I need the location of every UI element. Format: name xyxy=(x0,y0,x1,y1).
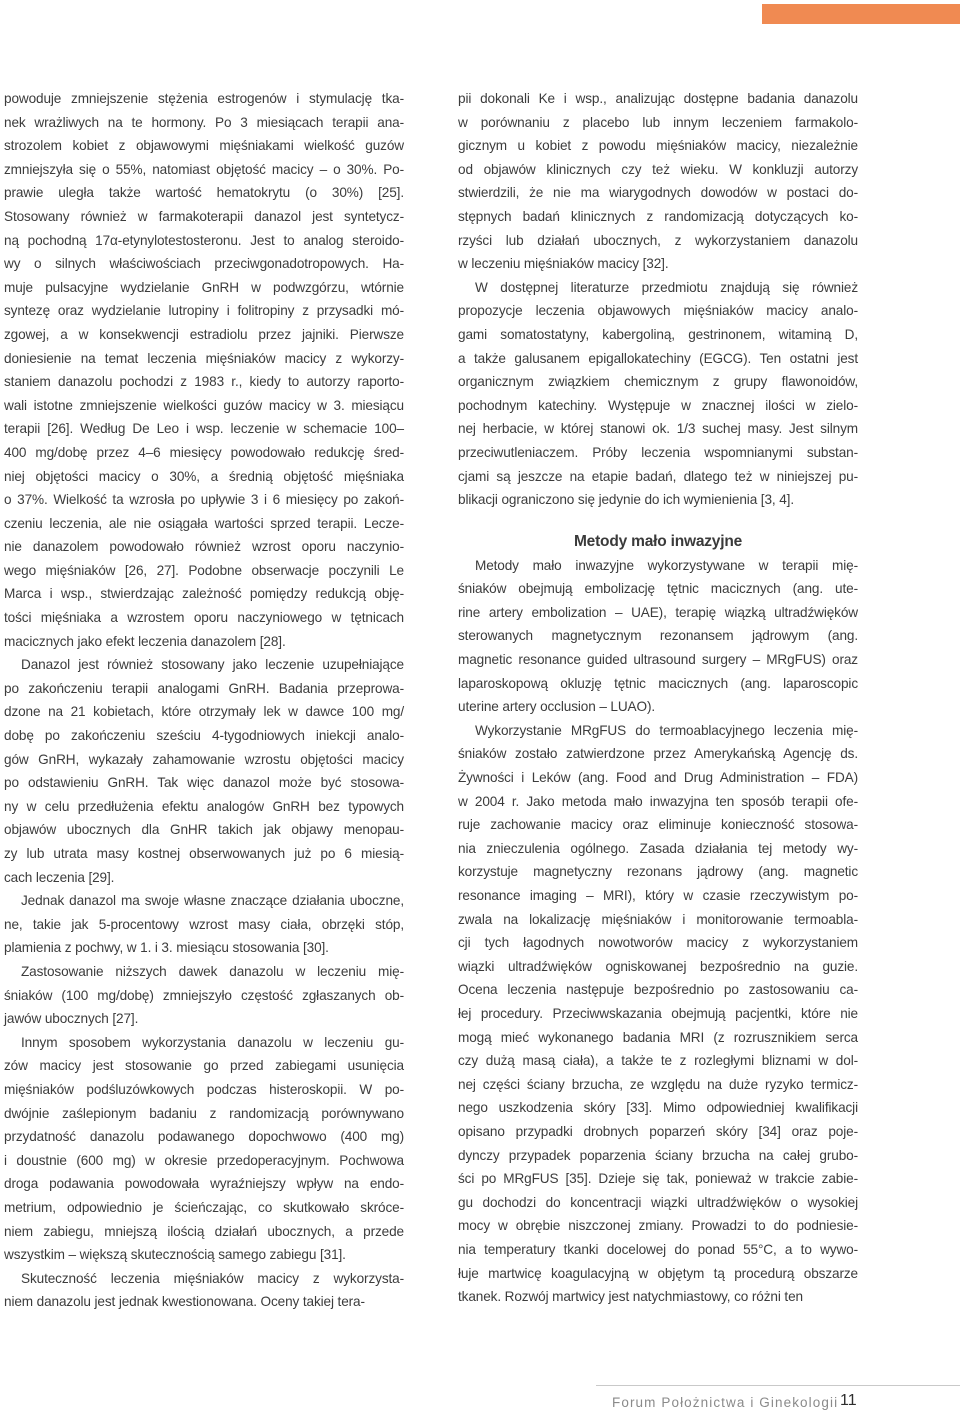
text-line: Danazol jest również stosowany jako leczenie uzupełniające xyxy=(21,657,404,673)
text-line: dobę po zakończeniu sześciu 4-tygodniowych iniekcji analo- xyxy=(4,728,404,744)
text-line: zów macicy jest stosowanie go przed zabiegami usunięcia xyxy=(4,1058,404,1074)
text-line: niej objętości macicy o 30%, a średnią objętość mięśniaka xyxy=(4,468,404,484)
text-line: resonance imaging – MRI), który w czasie rzeczywistym po- xyxy=(458,888,858,903)
paragraph xyxy=(458,554,858,719)
right-text-column xyxy=(458,87,858,1309)
text-line: rine artery embolization – UAE), terapię wiązką ultradźwięków xyxy=(458,604,858,620)
text-line: Stosowany również w farmakoterapii danazol jest syntetycz- xyxy=(4,208,404,224)
text-line: pochodnym katechiny. Występuje w znacznej ilości w zielo- xyxy=(458,397,858,413)
text-line: Ocena leczenia następuje bezpośrednio po zastosowaniu ca- xyxy=(458,982,858,998)
text-line: dwójnie zaślepionym badaniu z randomizacją porównywano xyxy=(4,1105,404,1121)
text-line: organicznym związkiem chemicznym z grupy flawonoidów, xyxy=(458,374,858,390)
paragraph xyxy=(4,889,404,960)
paragraph xyxy=(4,960,404,1031)
text-line: objawów ubocznych dla GnHR takich jak objawy menopau- xyxy=(4,822,404,838)
footer-journal-title: Forum Położnictwa i Ginekologii xyxy=(612,1395,839,1410)
text-line: czy dużą masą ciała), a także te z rozległymi bliznami w dol- xyxy=(458,1053,858,1069)
text-line: powoduje zmniejszenie stężenia estrogenów i stymulację tka- xyxy=(4,91,404,106)
text-line: cji tych łagodnych nowotworów macicy z wykorzystaniem xyxy=(458,935,858,951)
text-line: zwala na lokalizację mięśniaków i monitorowanie termoabla- xyxy=(458,911,858,927)
footer-divider xyxy=(596,1385,960,1386)
text-line: doniesienie na temat leczenia mięśniaków macicy z wykorzy- xyxy=(4,350,404,366)
corner-color-tab xyxy=(762,4,960,24)
text-line: 400 mg/dobę przez 4–6 miesięcy powodowało redukcję śred- xyxy=(4,444,404,460)
text-line: nek wrażliwych na te hormony. Po 3 miesiącach terapii ana- xyxy=(4,114,404,130)
text-line: stępnych badań klinicznych z randomizacją dotyczących ko- xyxy=(458,208,858,224)
text-line: niem zabiegu, mniejszą ilością działań ubocznych, a przede xyxy=(4,1223,404,1239)
section-heading: Metody mało inwazyjne xyxy=(573,532,743,550)
page-number: 11 xyxy=(840,1392,857,1409)
paragraph xyxy=(4,1267,404,1314)
text-line: Wykorzystanie MRgFUS do termoablacyjnego leczenia mię- xyxy=(475,722,858,738)
text-line: plamienia z pochwy, w 1. i 3. miesiącu stosowania [30]. xyxy=(4,940,329,956)
text-line: śniaków obejmują embolizację tętnic macicznych (ang. ute- xyxy=(458,581,858,597)
text-line: nia znieczulenia ogólnego. Zasada działania tej metody wy- xyxy=(458,840,858,856)
paragraph xyxy=(4,653,404,889)
text-line: o 37%. Wielkość ta wzrosła po upływie 3 i 6 miesięcy po zakoń- xyxy=(4,492,404,508)
text-line: po odstawieniu GnRH. Tak więc danazol może być stosowa- xyxy=(4,775,404,791)
text-line: pii dokonali Ke i wsp., analizując dostępne badania danazolu xyxy=(458,91,858,106)
text-line: uterine artery occlusion – LUAO). xyxy=(458,699,656,715)
text-line: dynczy przypadek poparzenia ściany brzucha na całej grubo- xyxy=(458,1147,858,1163)
text-line: cjami są jeszcze na etapie badań, dlatego też w niniejszej pu- xyxy=(458,468,858,484)
text-line: muje pulsacyjne wydzielanie GnRH w podwzgórzu, wtórnie xyxy=(4,279,404,295)
text-line: wszystkim – większą skutecznością samego zabiegu [31]. xyxy=(4,1247,346,1263)
text-line: opisano przypadki drobnych poparzeń skóry [34] oraz poje- xyxy=(458,1123,858,1139)
text-line: ny w celu przedłużenia efektu analogów GnRH bez typowych xyxy=(4,798,404,814)
text-line: prawie uległa także wartość hematokrytu (o 30%) [25]. xyxy=(4,185,404,201)
text-line: jawów ubocznych [27]. xyxy=(4,1011,139,1027)
text-line: wiązki ultradźwięków ogniskowanej bezpośrednio na guzie. xyxy=(458,958,858,974)
text-line: w leczeniu mięśniaków macicy [32]. xyxy=(458,256,669,272)
text-line: zgowej, a w konsekwencji estradiolu przez jajniki. Pierwsze xyxy=(4,326,404,342)
text-line: metrium, odpowiednio je ścieńczając, co skutkowało skróce- xyxy=(4,1199,404,1215)
paragraph xyxy=(458,276,858,512)
text-line: magnetic resonance guided ultrasound surgery – MRgFUS) oraz xyxy=(458,652,858,668)
text-line: a także galusanem epigallokatechiny (EGCG). Ten ostatni jest xyxy=(458,350,858,366)
text-line: staniem danazolu pochodzi z 1983 r., kiedy to autorzy raporto- xyxy=(4,374,404,390)
text-line: nia temperatury tkanki docelowej do ponad 55°C, a to wywo- xyxy=(458,1241,858,1257)
text-line: zmniejszyła się o 55%, natomiast objętość macicy – o 30%. Po- xyxy=(4,161,404,177)
paragraph xyxy=(458,87,858,276)
text-line: łej procedury. Przeciwwskazania obejmują pacjentki, które nie xyxy=(458,1005,858,1021)
text-line: macicznych jako efekt leczenia danazolem [28]. xyxy=(4,633,286,649)
text-line: nej herbacie, w której stanowi ok. 1/3 suchej masy. Jest silnym xyxy=(458,421,858,437)
text-line: dzone na 21 kobietach, które otrzymały lek w dawce 100 mg/ xyxy=(4,704,404,720)
text-line: tości mięśniaka a wzrostem oporu naczyniowego w tętnicach xyxy=(4,610,404,626)
text-line: blikacji ograniczono się jedynie do ich wymienienia [3, 4]. xyxy=(458,492,794,508)
text-line: mogą mieć wykonanego badania MRI (z rozrusznikiem serca xyxy=(458,1029,858,1045)
right-column-top-text xyxy=(458,87,858,512)
text-line: syntezę oraz wydzielanie lutropiny i folitropiny z przysadki mó- xyxy=(4,303,404,319)
text-line: gu dochodzi do koncentracji wiązki ultradźwięków o wysokiej xyxy=(458,1194,858,1210)
text-line: Skuteczność leczenia mięśniaków macicy z wykorzysta- xyxy=(21,1270,404,1286)
text-line: propozycje leczenia objawowych mięśniaków macicy analo- xyxy=(458,303,858,319)
text-line: gami somatostatyny, kabergoliną, gestrinonem, witaminą D, xyxy=(458,326,858,342)
text-line: cach leczenia [29]. xyxy=(4,869,115,885)
text-line: sterowanych magnetycznym rezonansem jądrowym (ang. xyxy=(458,628,858,644)
text-line: czeniu leczenia, ale nie osiągała wartości sprzed terapii. Lecze- xyxy=(4,515,404,531)
text-line: zy lub utrata masy kostnej obserwowanych już po 6 miesią- xyxy=(4,846,404,861)
text-line: śniaków zostało zatwierdzone przez Amerykańską Agencję ds. xyxy=(458,746,858,762)
text-line: ne, takie jak 5-procentowy wzrost masy ciała, obrzęki stóp, xyxy=(4,916,404,932)
text-line: wy o silnych właściwościach przeciwgonadotropowych. Ha- xyxy=(4,256,404,272)
text-line: ści po MRgFUS [35]. Dzieje się tak, ponieważ w trakcie zabie- xyxy=(458,1171,858,1187)
text-line: od objawów klinicznych czy też wieku. W konkluzji autorzy xyxy=(458,161,858,177)
text-line: W dostępnej literaturze przedmiotu znajdują się również xyxy=(475,279,858,295)
text-line: ną pochodną 17α-etynylotestosteronu. Jest to analog steroido- xyxy=(4,232,404,248)
paragraph xyxy=(4,1031,404,1267)
paragraph xyxy=(4,87,404,653)
text-line: śniaków (100 mg/dobę) zmniejszyło częstość zgłaszanych ob- xyxy=(4,987,404,1003)
text-line: Marca i wsp., stwierdzając zależność pomiędzy redukcją obję- xyxy=(4,586,404,602)
text-line: wali istotne zmniejszenie wielkości guzów macicy w 3. miesiącu xyxy=(4,397,404,413)
text-line: Jednak danazol ma swoje własne znaczące działania uboczne, xyxy=(21,893,404,909)
text-line: strozolem kobiet z objawowymi mięśniakami wielkość guzów xyxy=(4,138,404,154)
text-line: rzyści lub działań ubocznych, z wykorzystaniem danazolu xyxy=(458,232,858,248)
text-line: nego uszkodzenia skóry [33]. Mimo odpowiedniej kwalifikacji xyxy=(458,1100,858,1116)
text-line: stwierdzili, że nie ma wiarygodnych dowodów w postaci do- xyxy=(458,185,858,201)
text-line: w porównaniu z placebo lub innym leczeniem farmakolo- xyxy=(458,114,858,130)
text-line: mocy w obrębie niszczonej zmiany. Prowadzi to do podniesie- xyxy=(458,1218,858,1234)
text-line: Żywności i Leków (ang. Food and Drug Administration – FDA) xyxy=(458,770,858,786)
text-line: Innym sposobem wykorzystania danazolu w leczeniu gu- xyxy=(21,1034,404,1050)
text-line: Zastosowanie niższych dawek danazolu w leczeniu mię- xyxy=(21,963,404,979)
text-line: przydatność danazolu podawanego dopochwowo (400 mg) xyxy=(4,1129,404,1145)
text-line: ruje zachowanie macicy oraz eliminuje konieczność stosowa- xyxy=(458,817,858,833)
text-line: mięśniaków podśluzówkowych podczas histeroskopii. W po- xyxy=(4,1081,404,1097)
text-line: droga podawania powodowała wyraźniejszy wpływ na endo- xyxy=(4,1176,404,1192)
text-line: korzystuje magnetyczny rezonans jądrowy (ang. magnetic xyxy=(458,864,858,880)
text-line: w 2004 r. Jako metoda mało inwazyjna ten sposób terapii ofe- xyxy=(458,793,858,809)
left-text-column xyxy=(4,87,404,1314)
text-line: łuje martwicę koagulacyjną w objętym tą procedurą obszarze xyxy=(458,1265,858,1281)
text-line: i doustnie (600 mg) w okresie przedoperacyjnym. Pochwowa xyxy=(4,1152,404,1168)
text-line: tkanek. Rozwój martwicy jest natychmiastowy, co różni ten xyxy=(458,1289,803,1305)
text-line: terapii [26]. Według De Leo i wsp. leczenie w schemacie 100– xyxy=(4,421,404,437)
text-line: Metody mało inwazyjne wykorzystywane w terapii mię- xyxy=(475,557,858,573)
text-line: przeciwutleniaczem. Próby leczenia wspomnianymi substan- xyxy=(458,444,858,460)
text-line: niem danazolu jest jednak kwestionowana. Oceny takiej tera- xyxy=(4,1294,365,1310)
right-column-bottom-text xyxy=(458,554,858,1309)
text-line: laparoskopową okluzję tętnic macicznych (ang. laparoscopic xyxy=(458,675,858,691)
text-line: po zakończeniu terapii analogami GnRH. Badania przeprowa- xyxy=(4,680,404,696)
paragraph xyxy=(458,719,858,1309)
text-line: gicznym u kobiet z powodu mięśniaków macicy, niezależnie xyxy=(458,138,858,154)
text-line: gów GnRH, wykazały zahamowanie wzrostu objętości macicy xyxy=(4,751,404,767)
text-line: nej części ściany brzucha, ze względu na duże ryzyko termicz- xyxy=(458,1076,858,1092)
text-line: wego mięśniaków [26, 27]. Podobne obserwacje poczynili Le xyxy=(4,562,404,578)
text-line: nie danazolem powodowało również wzrost oporu naczynio- xyxy=(4,539,404,555)
